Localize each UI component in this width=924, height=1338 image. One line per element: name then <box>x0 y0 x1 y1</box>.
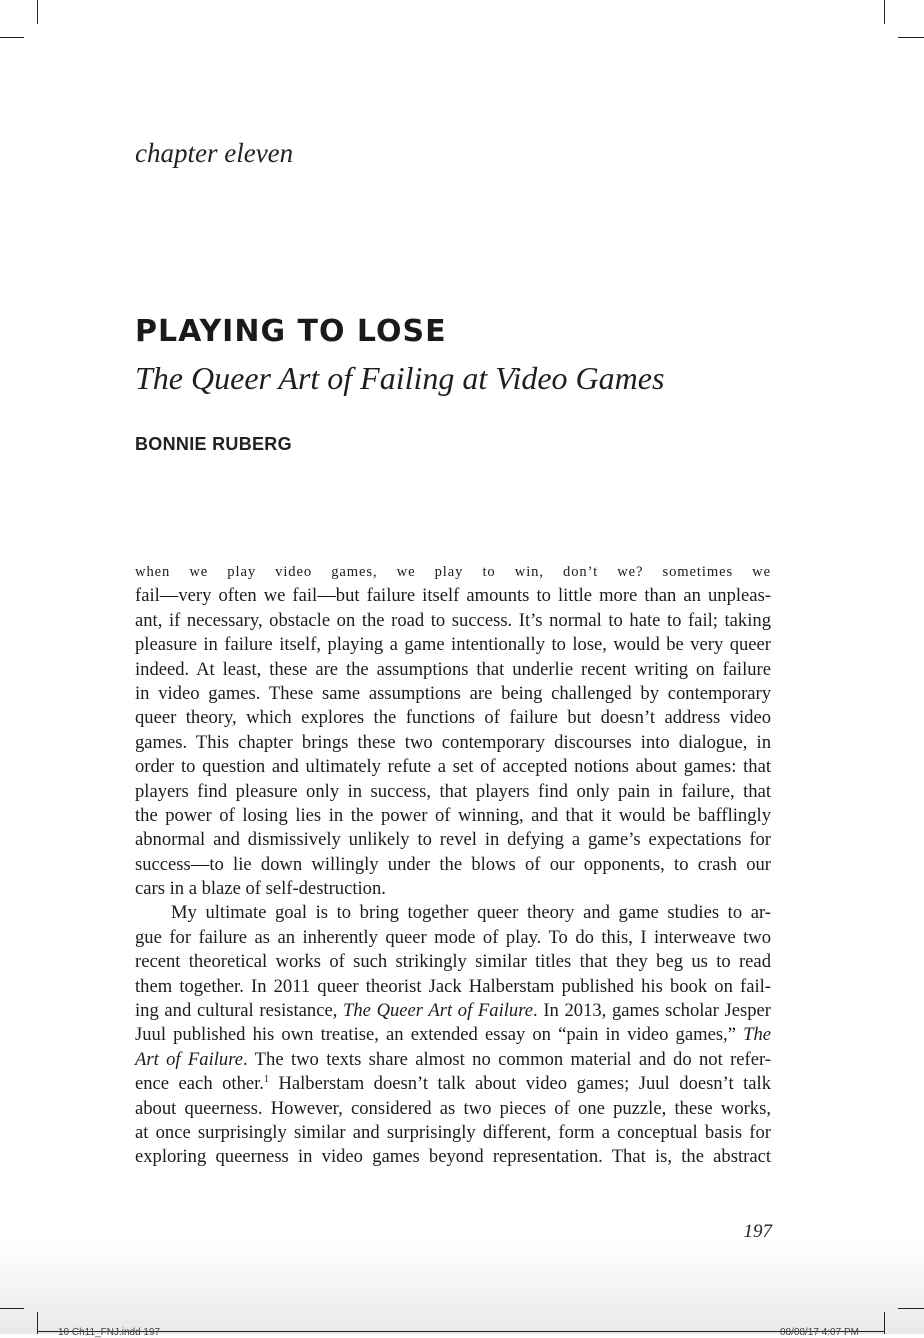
body-line: exploring queerness in video games beyond representation. That is, the abstract <box>135 1146 771 1168</box>
chapter-title: PLAYING TO LOSE <box>135 314 447 349</box>
body-line: My ultimate goal is to bring together queer theory and game studies to ar- <box>171 902 771 924</box>
page-bottom-shade <box>0 1238 924 1334</box>
chapter-label: chapter eleven <box>135 138 294 168</box>
body-line: at once surprisingly similar and surprisingly different, form a conceptual basis for <box>135 1121 771 1143</box>
body-line: when we play video games, we play to win, don’t we? sometimes we <box>135 564 771 580</box>
body-line: ant, if necessary, obstacle on the road to success. It’s normal to hate to fail; taking <box>135 609 771 631</box>
page-number: 197 <box>743 1221 772 1242</box>
crop-mark-bottom-left-horizontal <box>0 1308 24 1309</box>
chapter-subtitle: The Queer Art of Failing at Video Games <box>135 360 665 396</box>
body-line: order to question and ultimately refute a set of accepted notions about games: that <box>135 756 771 778</box>
body-line: ence each other.$^1$ Halberstam doesn’t talk about video games; Juul doesn’t talk <box>135 1073 772 1095</box>
crop-mark-top-right-vertical <box>884 0 885 24</box>
body-line: ing and cultural resistance, The Queer Art of Failure. In 2013, games scholar Jesper <box>135 1000 771 1022</box>
body-line: fail—very often we fail—but failure itself amounts to little more than an unpleas- <box>135 585 771 607</box>
body-line: in video games. These same assumptions are being challenged by contemporary <box>135 682 771 704</box>
crop-mark-top-left-vertical <box>37 0 38 24</box>
body-line: players find pleasure only in success, that players find only pain in failure, that <box>135 780 771 802</box>
body-line: gue for failure as an inherently queer mode of play. To do this, I interweave two <box>135 926 771 948</box>
body-line: abnormal and dismissively unlikely to revel in defying a game’s expectations for <box>135 829 771 851</box>
crop-mark-bottom-right-horizontal <box>898 1308 924 1309</box>
body-line: games. This chapter brings these two contemporary discourses into dialogue, in <box>135 731 771 753</box>
print-slug-timestamp: 08/08/17 4:07 PM <box>780 1327 859 1338</box>
body-line: success—to lie down willingly under the blows of our opponents, to crash our <box>135 853 771 875</box>
body-line: queer theory, which explores the functions of failure but doesn’t address video <box>135 707 771 729</box>
body-line: pleasure in failure itself, playing a game intentionally to lose, would be very queer <box>135 634 771 656</box>
body-line: about queerness. However, considered as two pieces of one puzzle, these works, <box>135 1097 771 1119</box>
crop-mark-top-right-horizontal <box>898 37 924 38</box>
crop-mark-top-left-horizontal <box>0 37 24 38</box>
chapter-author: BONNIE RUBERG <box>135 434 292 454</box>
slug-rule <box>37 1331 885 1332</box>
body-line: them together. In 2011 queer theorist Jack Halberstam published his book on fail- <box>135 975 771 997</box>
body-line: the power of losing lies in the power of winning, and that it would be bafflingly <box>135 804 771 826</box>
print-slug-filename: 10 Ch11_FNJ.indd 197 <box>58 1327 161 1338</box>
body-line: Art of Failure. The two texts share almost no common material and do not refer- <box>135 1048 771 1070</box>
body-line: indeed. At least, these are the assumptions that underlie recent writing on failure <box>135 658 771 680</box>
body-line: recent theoretical works of such strikingly similar titles that they beg us to read <box>135 951 771 973</box>
body-line: Juul published his own treatise, an extended essay on “pain in video games,” The <box>135 1024 771 1046</box>
body-line: cars in a blaze of self-destruction. <box>135 878 386 900</box>
body-text <box>135 560 771 1170</box>
